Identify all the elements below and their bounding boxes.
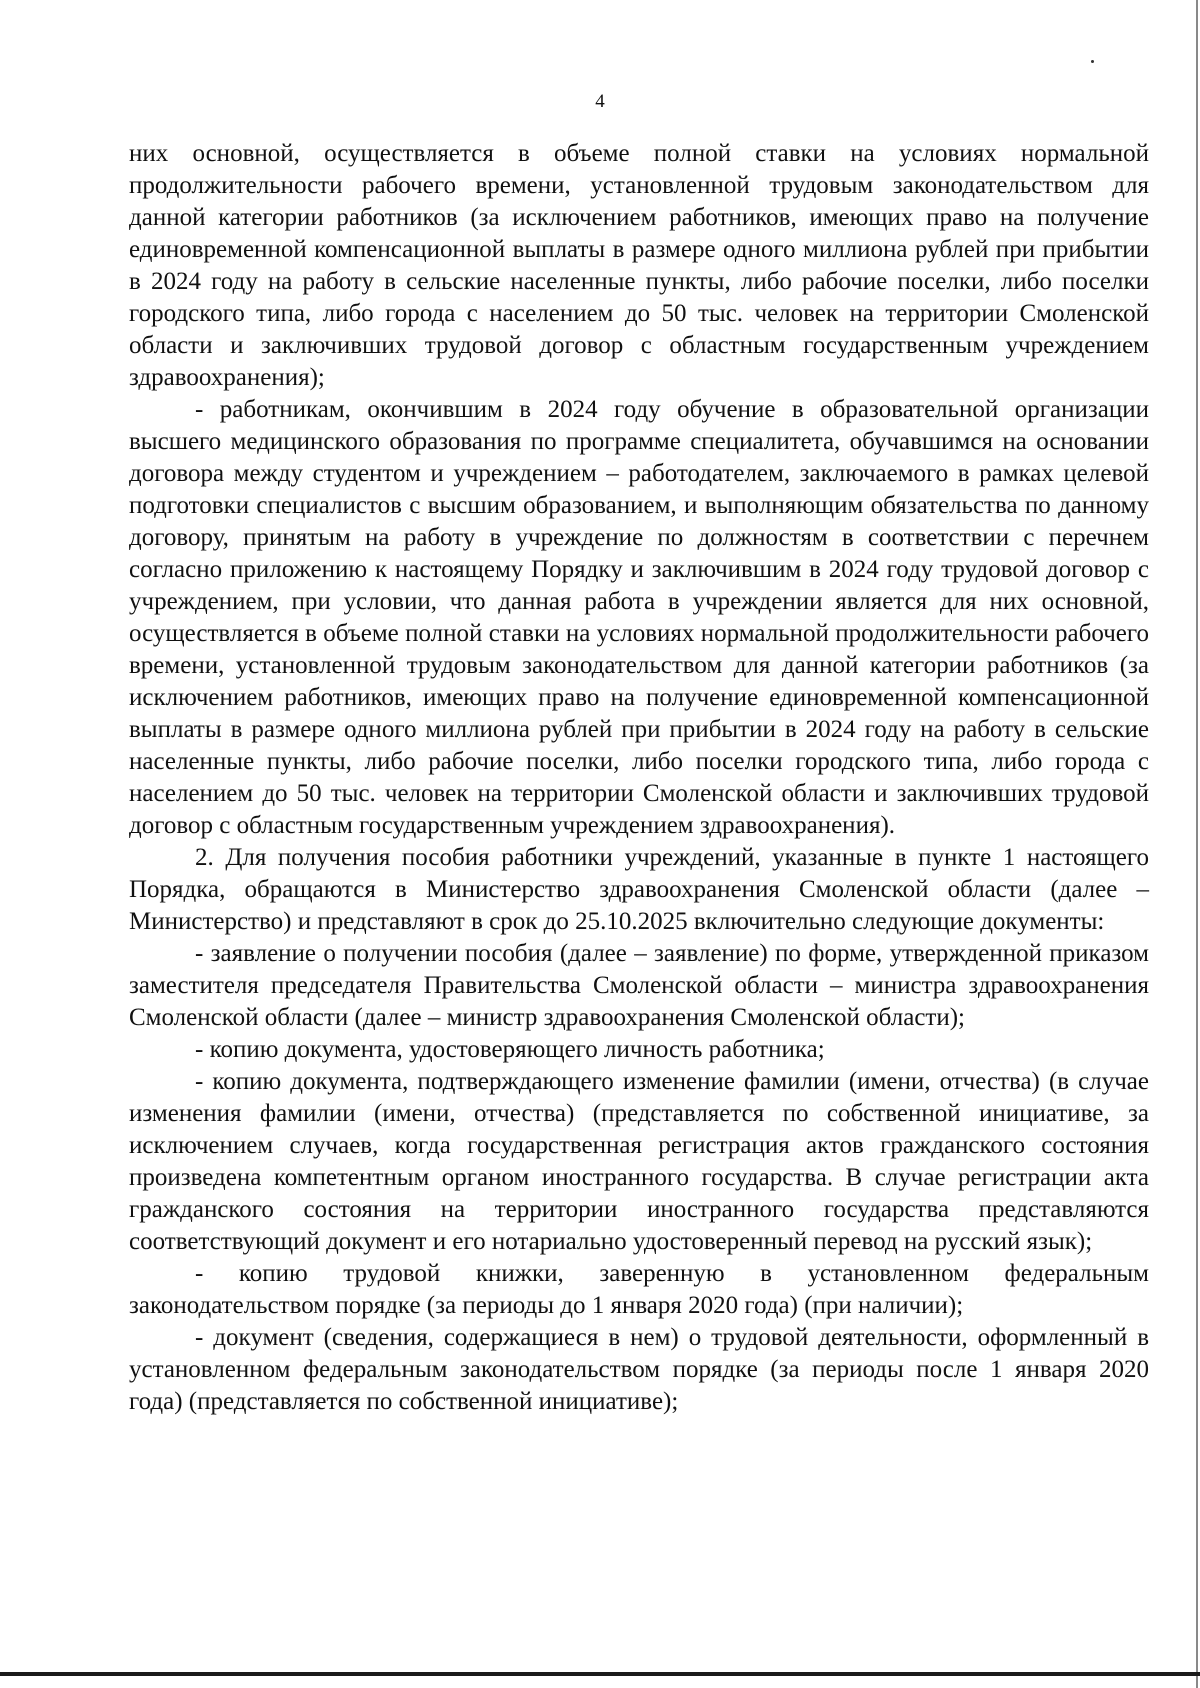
scan-artifact-dot	[1091, 60, 1094, 63]
paragraph-continuation: них основной, осуществляется в объеме полной ставки на условиях нормальной продолжительности рабочего времени, установленной трудовым законодательством для данной категории работников (за исключением работников, имеющих право на получение единовременной компенсационной выплаты в размере одного миллиона рублей при прибытии в 2024 году на работу в сельские населенные пункты, либо рабочие поселки, либо поселки городского типа, либо города с населением до 50 тыс. человек на территории Смоленской области и заключивших трудовой договор с областным государственным учреждением здравоохранения);	[129, 140, 1149, 391]
page-number: 4	[595, 91, 605, 112]
list-item-labor-record: - документ (сведения, содержащиеся в нем) о трудовой деятельности, оформленный в установленном федеральным законодательством порядке (за периоды после 1 января 2020 года) (представляется по собственной инициативе);	[129, 1324, 1149, 1415]
document-body	[129, 138, 1149, 1418]
list-item-graduates: - работникам, окончившим в 2024 году обучение в образовательной организации высшего медицинского образования по программе специалитета, обучавшимся на основании договора между студентом и учреждением – работодателем, заключаемого в рамках целевой подготовки специалистов с высшим образованием, и выполняющим обязательства по данному договору, принятым на работу в учреждение по должностям в соответствии с перечнем согласно приложению к настоящему Порядку и заключившим в 2024 году трудовой договор с учреждением, при условии, что данная работа в учреждении является для них основной, осуществляется в объеме полной ставки на условиях нормальной продолжительности рабочего времени, установленной трудовым законодательством для данной категории работников (за исключением работников, имеющих право на получение единовременной компенсационной выплаты в размере одного миллиона рублей при прибытии в 2024 году на работу в сельские населенные пункты, либо рабочие поселки, либо поселки городского типа, либо города с населением до 50 тыс. человек на территории Смоленской области и заключивших трудовой договор с областным государственным учреждением здравоохранения).	[129, 396, 1149, 839]
list-item-name-change: - копию документа, подтверждающего изменение фамилии (имени, отчества) (в случае изменения фамилии (имени, отчества) (представляется по собственной инициативе, за исключением случаев, когда государственная регистрация актов гражданского состояния произведена компетентным органом иностранного государства. В случае регистрации акта гражданского состояния на территории иностранного государства представляются соответствующий документ и его нотариально удостоверенный перевод на русский язык);	[129, 1068, 1149, 1255]
list-item-id-copy: - копию документа, удостоверяющего личность работника;	[195, 1036, 825, 1063]
list-item-labor-book: - копию трудовой книжки, заверенную в установленном федеральным законодательством порядке (за периоды до 1 января 2020 года) (при наличии);	[129, 1260, 1149, 1319]
list-item-application: - заявление о получении пособия (далее – заявление) по форме, утвержденной приказом заместителя председателя Правительства Смоленской области – министра здравоохранения Смоленской области (далее – министр здравоохранения Смоленской области);	[129, 940, 1149, 1031]
scan-edge-right	[1196, 0, 1198, 1688]
paragraph-clause-2: 2. Для получения пособия работники учреждений, указанные в пункте 1 настоящего Порядка, обращаются в Министерство здравоохранения Смоленской области (далее – Министерство) и представляют в срок до 25.10.2025 включительно следующие документы:	[129, 844, 1149, 935]
scan-edge-bottom	[0, 1672, 1200, 1676]
